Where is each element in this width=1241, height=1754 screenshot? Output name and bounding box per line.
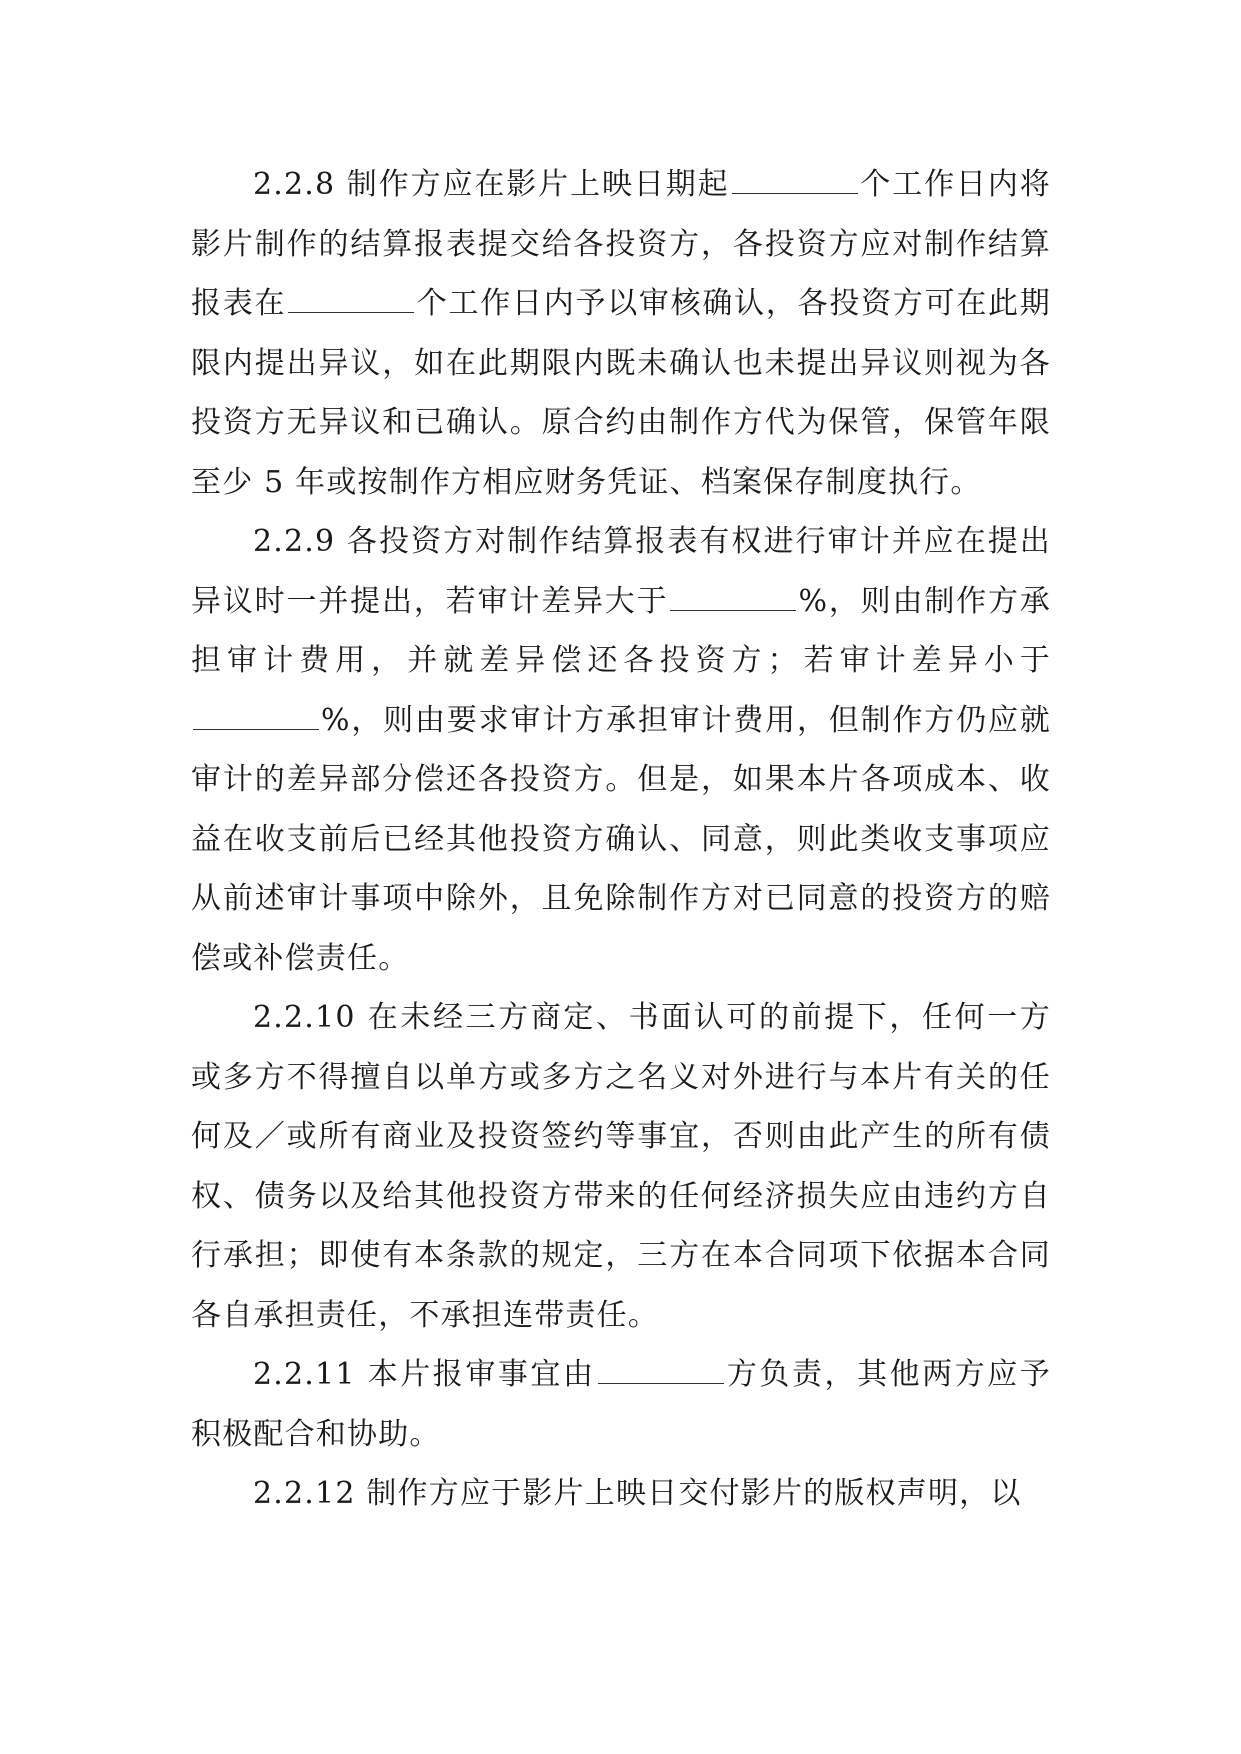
clause-text: 个工作日内予以审核确认，各投资方可在此期限内提出异议，如在此期限内既未确认也未提出异议则视为各投资方无异议和已确认。原合约由制作方代为保管，保管年限至少 5 年或按制作方相应财务凭证、档案保存制度执行。 (191, 286, 1051, 500)
clause-text: 2.2.10 在未经三方商定、书面认可的前提下，任何一方或多方不得擅自以单方或多方之名义对外进行与本片有关的任何及／或所有商业及投资签约等事宜，否则由此产生的所有债权、债务以及给其他投资方带来的任何经济损失应由违约方自行承担；即使有本条款的规定，三方在本合同项下依据本合同各自承担责任，不承担连带责任。 (191, 1000, 1051, 1333)
clause-2-2-8 (191, 155, 1051, 512)
clause-2-2-10 (191, 988, 1051, 1345)
clause-text: %，则由制作方承担审计费用，并就差异偿还各投资方；若审计差异小于 (191, 583, 1052, 678)
clause-text: 2.2.12 制作方应于影片上映日交付影片的版权声明，以 (253, 1476, 1022, 1511)
blank-field (598, 1355, 724, 1384)
clause-text: 方负责，其他两方应予积极配合和协助。 (191, 1357, 1051, 1452)
blank-field (670, 582, 796, 611)
blank-field (193, 701, 319, 730)
blank-field (732, 165, 858, 194)
clause-2-2-11 (191, 1345, 1051, 1464)
clause-text: 个工作日内将影片制作的结算报表提交给各投资方，各投资方应对制作结算报表在 (191, 167, 1052, 321)
clause-text: 2.2.9 各投资方对制作结算报表有权进行审计并应在提出异议时一并提出，若审计差异大于 (191, 524, 1051, 619)
clause-text: 2.2.8 制作方应在影片上映日期起 (253, 167, 730, 202)
blank-field (288, 284, 414, 313)
clause-2-2-9 (191, 512, 1051, 988)
clause-2-2-12 (191, 1464, 1051, 1524)
clause-text: %，则由要求审计方承担审计费用，但制作方仍应就审计的差异部分偿还各投资方。但是，如果本片各项成本、收益在收支前后已经其他投资方确认、同意，则此类收支事项应从前述审计事项中除外，且免除制作方对已同意的投资方的赔偿或补偿责任。 (191, 702, 1051, 976)
document-body (191, 155, 1051, 1524)
clause-text: 2.2.11 本片报审事宜由 (253, 1357, 596, 1392)
